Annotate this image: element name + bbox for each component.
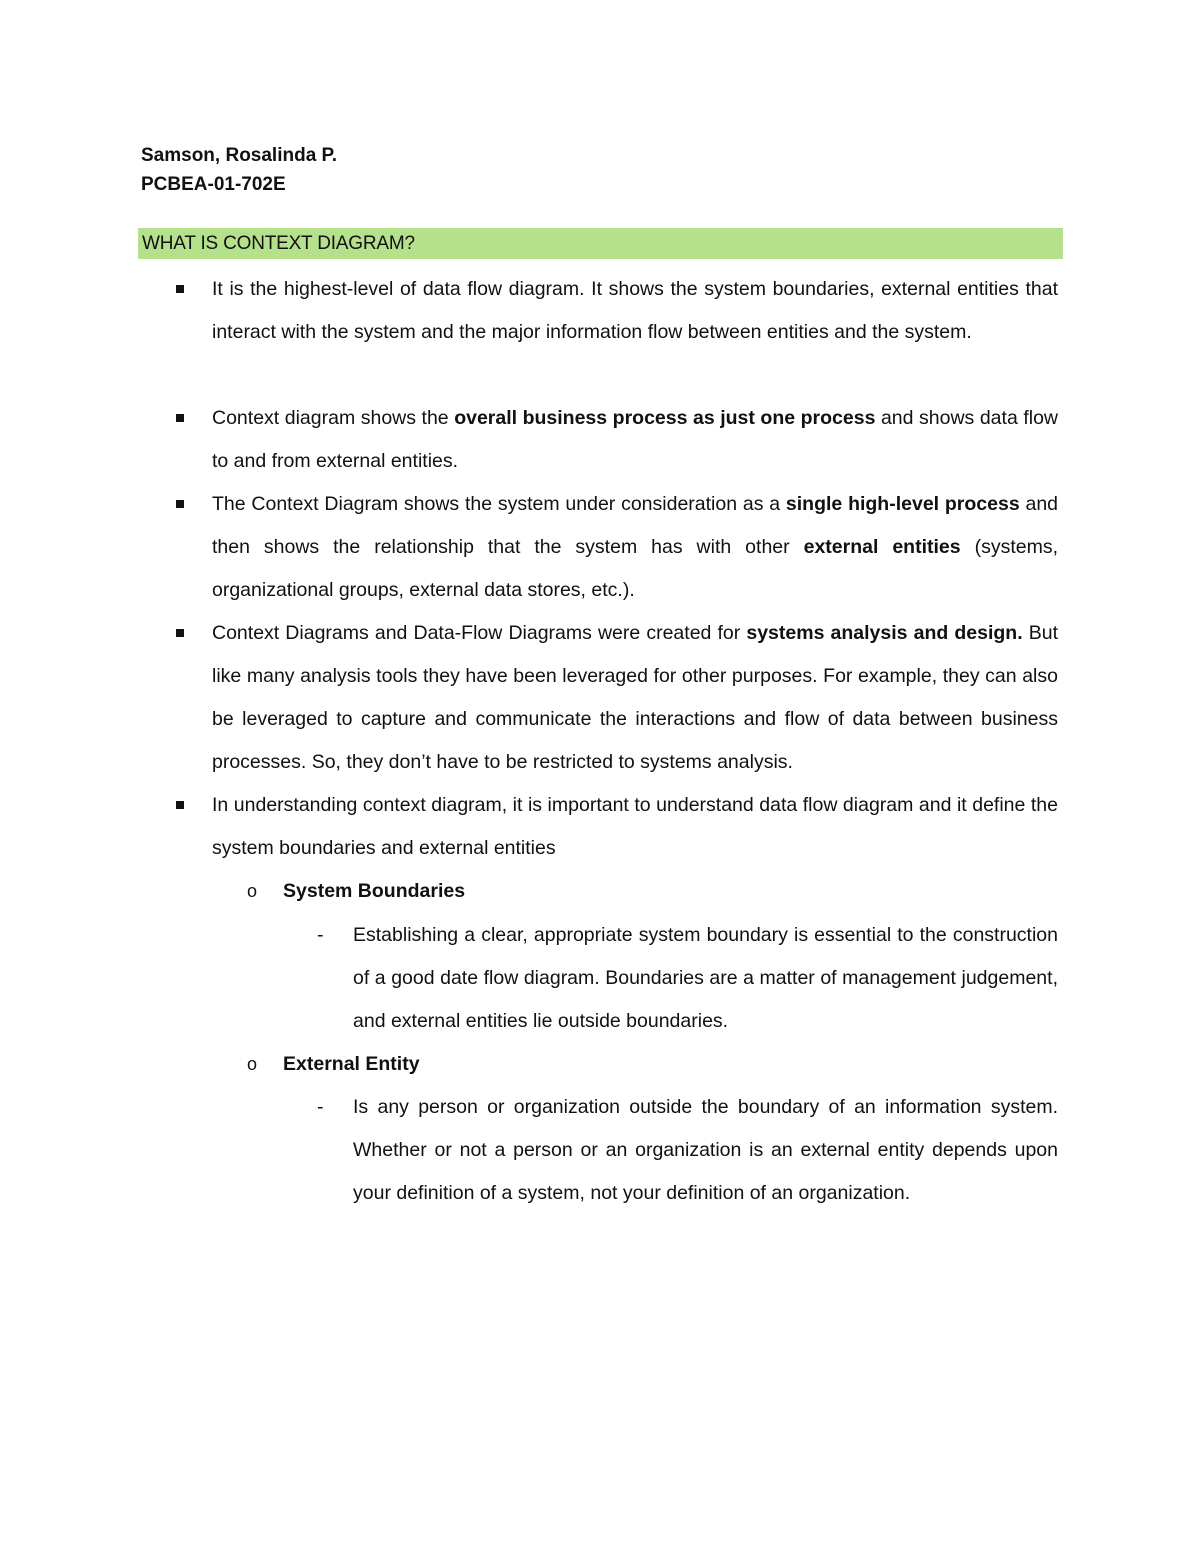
bullet-text	[212, 407, 1058, 472]
body-text: It is the highest-level of data flow diagram. It shows the system boundaries, external entities that interact with the system and the major information flow between entities and the system.	[212, 278, 1058, 343]
body-text: and then shows the relationship that the system has with other	[212, 493, 1059, 558]
dash-item-text: Is any person or organization outside the boundary of an information system. Whether or not a person or an organization is an external entity depends upon your definition of a system, not your definition of an organization.	[353, 1096, 1058, 1204]
author-header	[141, 141, 337, 199]
dash-item-system-boundaries	[317, 914, 1058, 1043]
body-text: and shows data flow to and from external entities.	[212, 407, 1059, 472]
square-bullet-icon	[176, 285, 184, 293]
bullet-item-4	[212, 612, 1058, 784]
bullet-text	[212, 622, 1058, 773]
sub-item-system-boundaries	[247, 870, 1058, 913]
body-text: In understanding context diagram, it is important to understand data flow diagram and it define the system boundaries and external entities	[212, 794, 1058, 859]
dash-item-external-entity	[317, 1086, 1058, 1215]
sub-item-title: External Entity	[283, 1053, 420, 1075]
body-text: (systems, organizational groups, external data stores, etc.).	[212, 536, 1058, 601]
body-text: But like many analysis tools they have been leveraged for other purposes. For example, they can also be leveraged to capture and communicate the interactions and flow of data between business processes. So, they don’t have to be restricted to systems analysis.	[212, 622, 1058, 773]
bullet-item-3	[212, 483, 1058, 612]
square-bullet-icon	[176, 500, 184, 508]
circle-bullet-icon: o	[247, 881, 258, 901]
body-text: Context Diagrams and Data-Flow Diagrams were created for	[212, 622, 747, 644]
section-code: PCBEA-01-702E	[141, 174, 286, 195]
square-bullet-icon	[176, 629, 184, 637]
section-heading-highlight	[138, 228, 1063, 259]
bullet-text	[212, 794, 1058, 859]
circle-bullet-icon: o	[247, 1054, 258, 1074]
bullet-text	[212, 278, 1058, 343]
bullet-text	[212, 493, 1058, 601]
sub-item-external-entity	[247, 1043, 1058, 1086]
square-bullet-icon	[176, 414, 184, 422]
dash-item-text: Establishing a clear, appropriate system boundary is essential to the construction of a good date flow diagram. Boundaries are a matter of management judgement, and external entities lie outside boundaries.	[353, 924, 1058, 1032]
emphasis-text: external entities	[803, 536, 961, 558]
bullet-item-2	[212, 397, 1058, 483]
dash-bullet-icon: -	[317, 924, 324, 946]
body-text: The Context Diagram shows the system under consideration as a	[212, 493, 786, 515]
bullet-item-5	[212, 784, 1058, 870]
emphasis-text: single high-level process	[785, 493, 1020, 515]
emphasis-text: overall business process as just one process	[454, 407, 876, 429]
emphasis-text: systems analysis and design.	[746, 622, 1023, 644]
sub-item-title: System Boundaries	[283, 880, 466, 902]
section-heading: WHAT IS CONTEXT DIAGRAM?	[142, 233, 415, 254]
bullet-item-1	[212, 268, 1058, 354]
author-name: Samson, Rosalinda P.	[141, 145, 338, 166]
body-text: Context diagram shows the	[212, 407, 455, 429]
dash-bullet-icon: -	[317, 1096, 324, 1118]
square-bullet-icon	[176, 801, 184, 809]
